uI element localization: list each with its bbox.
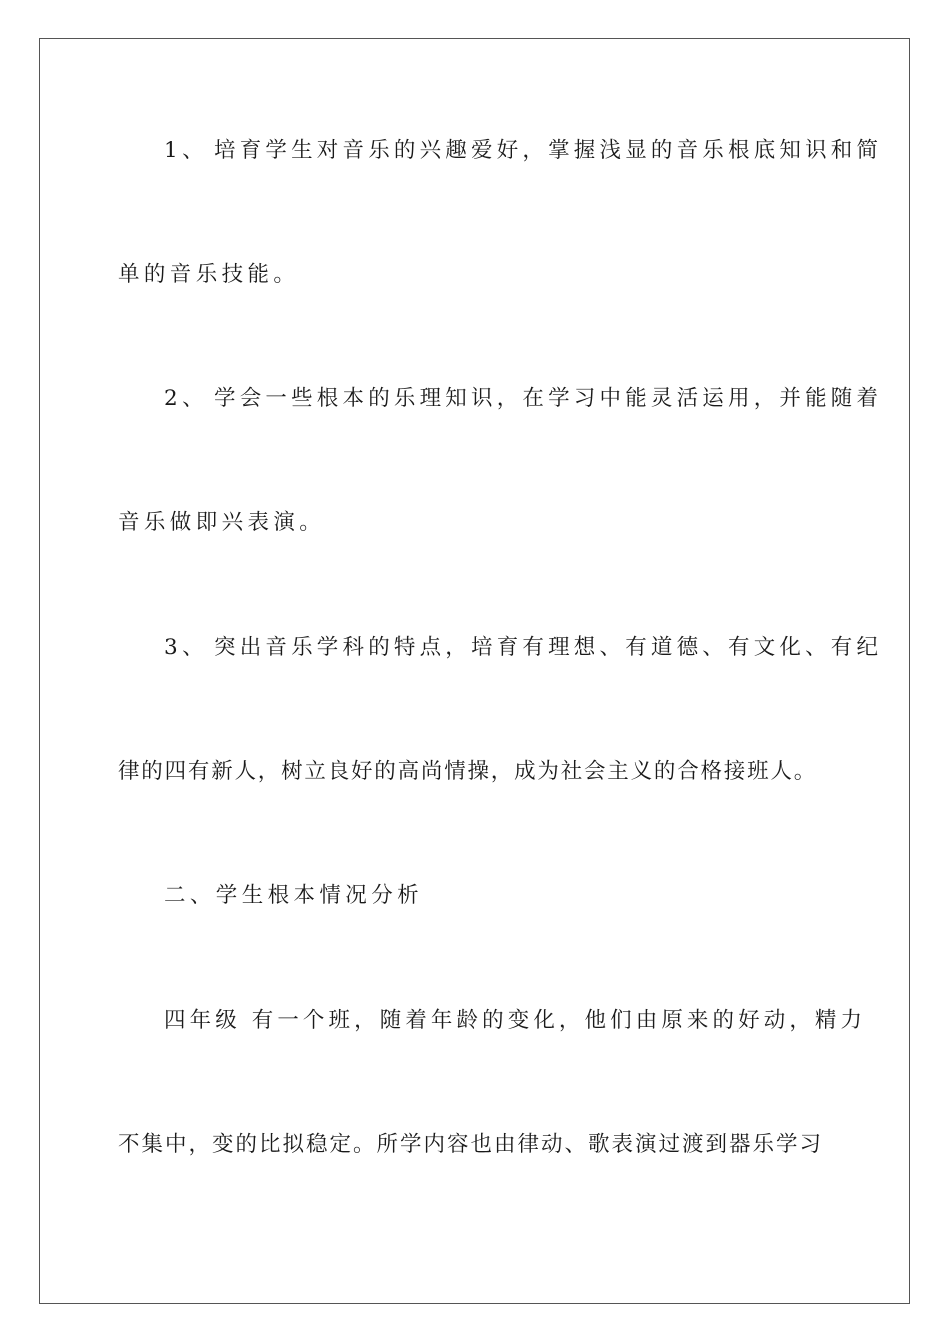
goal-1-number: 1、 (164, 138, 208, 163)
goal-3-number: 3、 (164, 635, 208, 660)
page-border (39, 38, 910, 1304)
goal-1-line-1 (164, 136, 882, 166)
analysis-line-2: 不集中，变的比拟稳定。所学内容也由律动、歌表演过渡到器乐学习 (118, 1132, 824, 1157)
goal-2-line-2: 音乐做即兴表演。 (118, 510, 326, 535)
goal-1-text: 培育学生对音乐的兴趣爱好，掌握浅显的音乐根底知识和简 (214, 138, 883, 163)
goal-2-line-1 (164, 384, 882, 414)
goal-3-line-2: 律的四有新人，树立良好的高尚情操，成为社会主义的合格接班人。 (118, 759, 818, 784)
goal-1-line-2: 单的音乐技能。 (118, 262, 300, 287)
section-heading: 二、学生根本情况分析 (164, 883, 424, 908)
goal-2-text: 学会一些根本的乐理知识，在学习中能灵活运用，并能随着 (214, 386, 883, 411)
analysis-line-1: 四年级 有一个班，随着年龄的变化，他们由原来的好动，精力 (164, 1008, 867, 1033)
goal-3-text: 突出音乐学科的特点，培育有理想、有道德、有文化、有纪 (214, 635, 883, 660)
goal-2-number: 2、 (164, 386, 208, 411)
goal-3-line-1 (164, 633, 882, 663)
